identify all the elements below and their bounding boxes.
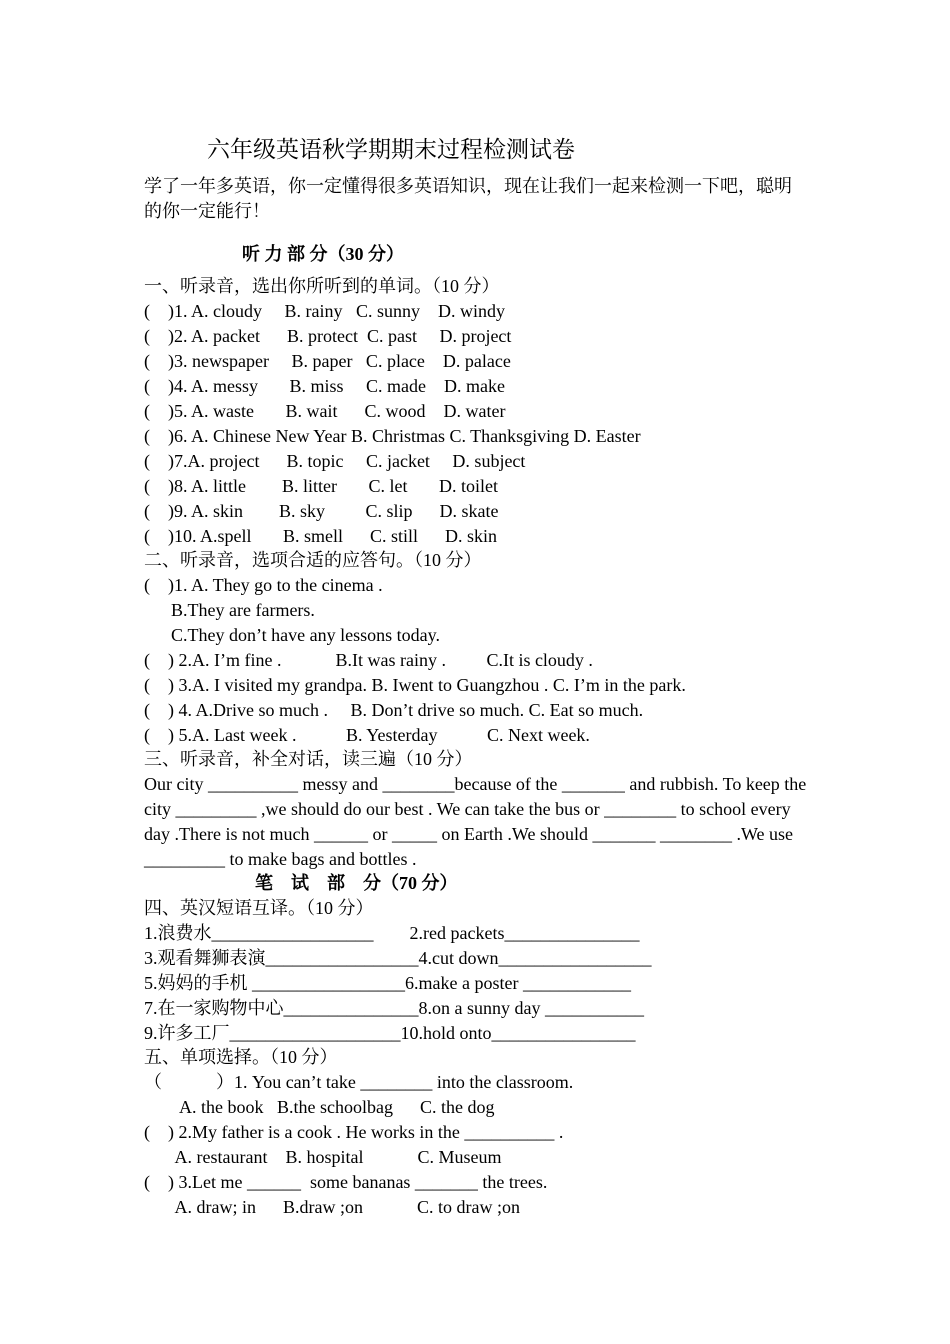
part4-heading: 四、英汉短语互译。（10 分） [144, 898, 374, 918]
intro-text: 学了一年多英语，你一定懂得很多英语知识，现在让我们一起来检测一下吧，聪明的你一定能行！ [144, 176, 792, 221]
translation-line: 9.许多工厂___________________10.hold onto________________ [144, 1023, 636, 1043]
question-line: ( ) 4. A.Drive so much . B. Don’t drive so much. C. Eat so much. [144, 700, 644, 720]
question-line: ( ) 2.A. I’m fine . B.It was rainy . C.It is cloudy . [144, 650, 593, 670]
question-line: ( ) 3.A. I visited my grandpa. B. Iwent to Guangzhou . C. I’m in the park. [144, 675, 686, 695]
part5-heading: 五、单项选择。（10 分） [144, 1047, 338, 1067]
question-options: A. the book B.the schoolbag C. the dog [144, 1097, 495, 1117]
part1-heading: 一、听录音，选出你所听到的单词。（10 分） [144, 276, 500, 296]
cloze-passage: Our city __________ messy and ________because of the _______ and rubbish. To keep the city _________ ,we should do our best . We can take the bus or ________ to school every day .There is not much ______ or _____ on Earth .We should _______ ________ .We use _________ to make bags and bottles . [144, 774, 807, 869]
question-line: ( ) 5.A. Last week . B. Yesterday C. Next week. [144, 725, 590, 745]
question-line: ( )9. A. skin B. sky C. slip D. skate [144, 501, 499, 521]
question-line: ( )7.A. project B. topic C. jacket D. subject [144, 451, 526, 471]
question-line: ( )10. A.spell B. smell C. still D. skin [144, 526, 498, 546]
exam-title: 六年级英语秋学期期末过程检测试卷 [207, 137, 575, 162]
question-options: A. restaurant B. hospital C. Museum [144, 1147, 502, 1167]
part2-heading: 二、听录音，选项合适的应答句。（10 分） [144, 550, 482, 570]
question-line: ( )5. A. waste B. wait C. wood D. water [144, 401, 506, 421]
question-line: ( )1. A. They go to the cinema . [144, 575, 383, 595]
translation-line: 3.观看舞狮表演_________________4.cut down_________________ [144, 948, 652, 968]
question-line: ( )1. A. cloudy B. rainy C. sunny D. windy [144, 301, 505, 321]
question-line: B.They are farmers. [144, 600, 315, 620]
translation-line: 7.在一家购物中心_______________8.on a sunny day ___________ [144, 998, 644, 1018]
translation-line: 1.浪费水__________________ 2.red packets_______________ [144, 923, 640, 943]
question-options: A. draw; in B.draw ;on C. to draw ;on [144, 1197, 520, 1217]
question-line: ( )6. A. Chinese New Year B. Christmas C. Thanksgiving D. Easter [144, 426, 641, 446]
translation-line: 5.妈妈的手机 _________________6.make a poster ____________ [144, 973, 631, 993]
question-line: （ ）1. You can’t take ________ into the classroom. [144, 1072, 574, 1092]
listening-section-header: 听 力 部 分（30 分） [242, 244, 404, 264]
question-line: C.They don’t have any lessons today. [144, 625, 440, 645]
part3-heading: 三、听录音，补全对话，读三遍（10 分） [144, 749, 473, 769]
question-line: ( )3. newspaper B. paper C. place D. palace [144, 351, 511, 371]
question-line: ( ) 3.Let me ______ some bananas _______ the trees. [144, 1172, 548, 1192]
question-line: ( )2. A. packet B. protect C. past D. project [144, 326, 512, 346]
written-section-header: 笔 试 部 分（70 分） [255, 873, 458, 893]
question-line: ( )4. A. messy B. miss C. made D. make [144, 376, 505, 396]
question-line: ( ) 2.My father is a cook . He works in the __________ . [144, 1122, 564, 1142]
question-line: ( )8. A. little B. litter C. let D. toilet [144, 476, 498, 496]
